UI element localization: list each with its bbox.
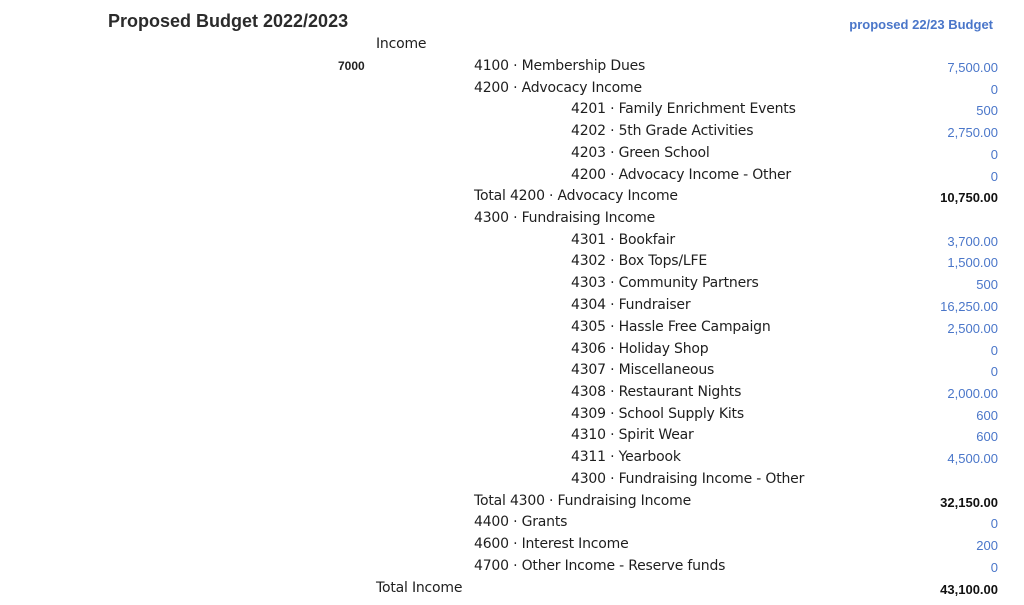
row-amount: 3,700.00 (947, 234, 998, 249)
row-amount: 7,500.00 (947, 60, 998, 75)
account-row-4600 (0, 536, 1024, 558)
row-amount: 0 (990, 82, 998, 97)
account-row-4306 (0, 341, 1024, 363)
row-label: 4201 · Family Enrichment Events (571, 101, 796, 117)
account-row-4304 (0, 297, 1024, 319)
row-label: 4700 · Other Income - Reserve funds (474, 558, 726, 574)
row-label: 4202 · 5th Grade Activities (571, 123, 754, 139)
account-row-4203 (0, 145, 1024, 167)
row-amount: 0 (990, 169, 998, 184)
account-row-4300 (0, 210, 1024, 232)
row-label: 4200 · Advocacy Income (474, 80, 642, 96)
row-label: 4305 · Hassle Free Campaign (571, 319, 771, 335)
page-title: Proposed Budget 2022/2023 (108, 11, 349, 31)
row-label: 4304 · Fundraiser (571, 297, 691, 313)
account-row-4308 (0, 384, 1024, 406)
total-income-row (0, 580, 1024, 602)
account-row-4302 (0, 253, 1024, 275)
row-amount: 0 (990, 343, 998, 358)
row-label: Total 4200 · Advocacy Income (474, 188, 678, 204)
account-row-4300-other (0, 471, 1024, 493)
row-amount: 16,250.00 (940, 299, 998, 314)
account-side-code: 7000 (338, 59, 365, 73)
total-row-4200 (0, 188, 1024, 210)
row-amount: 1,500.00 (947, 255, 998, 270)
row-label: 4100 · Membership Dues (474, 58, 646, 74)
row-amount: 2,500.00 (947, 321, 998, 336)
row-label: 4301 · Bookfair (571, 232, 675, 248)
row-label: 4311 · Yearbook (571, 449, 681, 465)
row-label: 4307 · Miscellaneous (571, 362, 715, 378)
account-row-4200-other (0, 167, 1024, 189)
row-amount: 0 (990, 516, 998, 531)
row-amount: 500 (976, 103, 998, 118)
row-label: 4200 · Advocacy Income - Other (571, 167, 791, 183)
account-row-4700 (0, 558, 1024, 580)
account-row-4310 (0, 427, 1024, 449)
row-amount: 4,500.00 (947, 451, 998, 466)
row-amount: 10,750.00 (940, 190, 998, 205)
account-row-4307 (0, 362, 1024, 384)
row-amount: 2,750.00 (947, 125, 998, 140)
row-label: 4310 · Spirit Wear (571, 427, 694, 443)
account-row-4309 (0, 406, 1024, 428)
row-label: 4300 · Fundraising Income (474, 210, 656, 226)
account-row-4202 (0, 123, 1024, 145)
row-label: 4300 · Fundraising Income - Other (571, 471, 805, 487)
row-label: Total Income (376, 580, 463, 596)
row-label: 4302 · Box Tops/LFE (571, 253, 707, 269)
row-amount: 0 (990, 364, 998, 379)
row-amount: 32,150.00 (940, 495, 998, 510)
row-label: 4203 · Green School (571, 145, 710, 161)
row-label: Total 4300 · Fundraising Income (474, 493, 691, 509)
account-row-4200 (0, 80, 1024, 102)
section-income (0, 36, 1024, 58)
account-row-4311 (0, 449, 1024, 471)
row-amount: 500 (976, 277, 998, 292)
row-amount: 43,100.00 (940, 582, 998, 597)
account-row-4301 (0, 232, 1024, 254)
row-label: 4600 · Interest Income (474, 536, 629, 552)
row-amount: 600 (976, 408, 998, 423)
row-label: 4400 · Grants (474, 514, 568, 530)
account-row-4100 (0, 58, 1024, 80)
account-row-4305 (0, 319, 1024, 341)
row-amount: 200 (976, 538, 998, 553)
account-row-4303 (0, 275, 1024, 297)
row-label: Income (376, 36, 427, 52)
row-label: 4303 · Community Partners (571, 275, 759, 291)
row-amount: 0 (990, 147, 998, 162)
total-row-4300 (0, 493, 1024, 515)
row-amount: 0 (990, 560, 998, 575)
account-row-4400 (0, 514, 1024, 536)
row-amount: 600 (976, 429, 998, 444)
account-row-4201 (0, 101, 1024, 123)
column-header-proposed-budget: proposed 22/23 Budget (849, 17, 993, 32)
row-label: 4309 · School Supply Kits (571, 406, 744, 422)
row-label: 4306 · Holiday Shop (571, 341, 709, 357)
row-amount: 2,000.00 (947, 386, 998, 401)
row-label: 4308 · Restaurant Nights (571, 384, 742, 400)
